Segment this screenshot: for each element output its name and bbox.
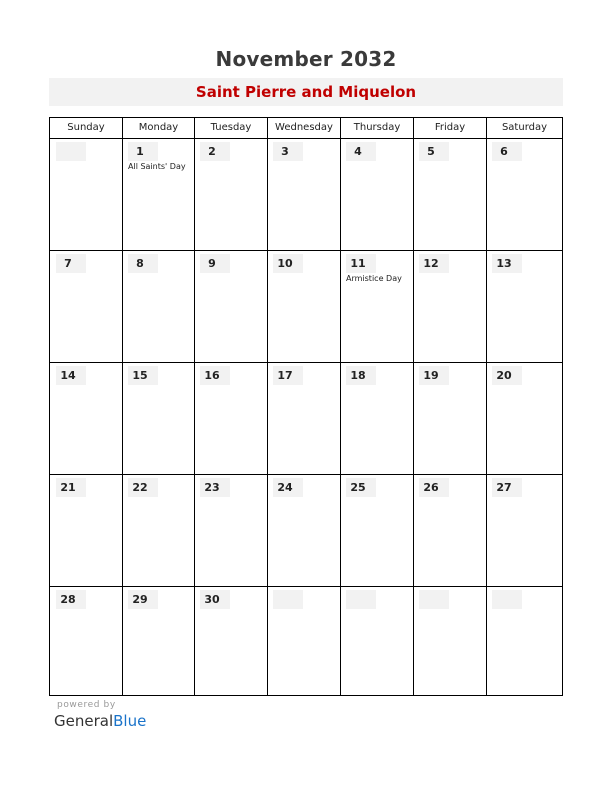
- powered-by-text: powered by: [57, 700, 116, 710]
- day-number: 15: [132, 369, 148, 382]
- day-number: 19: [423, 369, 439, 382]
- day-cell[interactable]: [341, 139, 413, 250]
- day-number: 12: [423, 257, 439, 270]
- day-cell[interactable]: [414, 139, 486, 250]
- day-number: 6: [500, 145, 508, 158]
- day-cell[interactable]: [487, 363, 562, 474]
- day-cell[interactable]: [487, 475, 562, 586]
- day-number: 7: [64, 257, 72, 270]
- day-number: [56, 142, 80, 161]
- day-cell[interactable]: [487, 139, 562, 250]
- day-cell[interactable]: [268, 587, 340, 695]
- day-number: 9: [208, 257, 216, 270]
- day-number: 17: [277, 369, 293, 382]
- day-number: 10: [277, 257, 293, 270]
- day-cell[interactable]: [414, 475, 486, 586]
- day-number: 3: [281, 145, 289, 158]
- day-cell[interactable]: [487, 587, 562, 695]
- day-number: 28: [60, 593, 76, 606]
- brand-logo-blue: Blue: [113, 712, 147, 730]
- day-number: 5: [427, 145, 435, 158]
- weekday-header-3: Wednesday: [267, 118, 340, 138]
- weekday-header-2: Tuesday: [194, 118, 267, 138]
- day-cell[interactable]: [195, 139, 267, 250]
- day-number: [273, 590, 297, 609]
- weekday-header-4: Thursday: [340, 118, 413, 138]
- day-cell[interactable]: [51, 251, 122, 362]
- day-cell[interactable]: [123, 475, 194, 586]
- day-cell[interactable]: [123, 251, 194, 362]
- brand-logo[interactable]: [54, 712, 146, 730]
- day-number: 14: [60, 369, 76, 382]
- day-cell[interactable]: [51, 139, 122, 250]
- day-number: 4: [354, 145, 362, 158]
- day-number: [346, 590, 370, 609]
- day-number: 30: [204, 593, 220, 606]
- day-number: 11: [350, 257, 366, 270]
- day-cell[interactable]: [487, 251, 562, 362]
- weekday-header-6: Saturday: [486, 118, 562, 138]
- day-number: 22: [132, 481, 148, 494]
- day-number: [492, 590, 516, 609]
- day-number: 18: [350, 369, 366, 382]
- weekday-header-5: Friday: [413, 118, 486, 138]
- day-cell[interactable]: [195, 251, 267, 362]
- day-cell[interactable]: [195, 475, 267, 586]
- brand-logo-general: General: [54, 712, 114, 730]
- day-cell[interactable]: [268, 139, 340, 250]
- day-number: 25: [350, 481, 366, 494]
- weekday-header-1: Monday: [122, 118, 194, 138]
- day-cell[interactable]: [123, 587, 194, 695]
- day-cell[interactable]: [414, 251, 486, 362]
- day-cell[interactable]: [414, 587, 486, 695]
- holiday-label: Armistice Day: [346, 274, 402, 283]
- day-number: [419, 590, 443, 609]
- day-number: 23: [204, 481, 220, 494]
- day-cell[interactable]: [341, 587, 413, 695]
- day-number: 8: [136, 257, 144, 270]
- day-cell[interactable]: [195, 363, 267, 474]
- day-number: 2: [208, 145, 216, 158]
- day-cell[interactable]: [195, 587, 267, 695]
- day-number: 29: [132, 593, 148, 606]
- holiday-label: All Saints' Day: [128, 162, 186, 171]
- day-number: 20: [496, 369, 512, 382]
- day-cell[interactable]: [51, 587, 122, 695]
- day-number: 21: [60, 481, 76, 494]
- day-cell[interactable]: [123, 363, 194, 474]
- day-number: 1: [136, 145, 144, 158]
- day-cell[interactable]: [341, 363, 413, 474]
- day-cell[interactable]: [268, 363, 340, 474]
- day-cell[interactable]: [268, 475, 340, 586]
- day-cell[interactable]: [268, 251, 340, 362]
- calendar-grid: [49, 117, 563, 696]
- day-number: 24: [277, 481, 293, 494]
- day-cell[interactable]: [341, 251, 413, 362]
- weekday-header-0: Sunday: [67, 122, 105, 133]
- day-number: 16: [204, 369, 220, 382]
- day-number: 27: [496, 481, 512, 494]
- day-cell[interactable]: [414, 363, 486, 474]
- region-name: Saint Pierre and Miquelon: [195, 83, 417, 101]
- day-number: 13: [496, 257, 512, 270]
- day-cell[interactable]: [51, 475, 122, 586]
- month-title: November 2032: [215, 47, 397, 71]
- day-cell[interactable]: [341, 475, 413, 586]
- day-cell[interactable]: [51, 363, 122, 474]
- day-number: 26: [423, 481, 439, 494]
- day-cell[interactable]: [123, 139, 194, 250]
- region-banner: [49, 78, 563, 106]
